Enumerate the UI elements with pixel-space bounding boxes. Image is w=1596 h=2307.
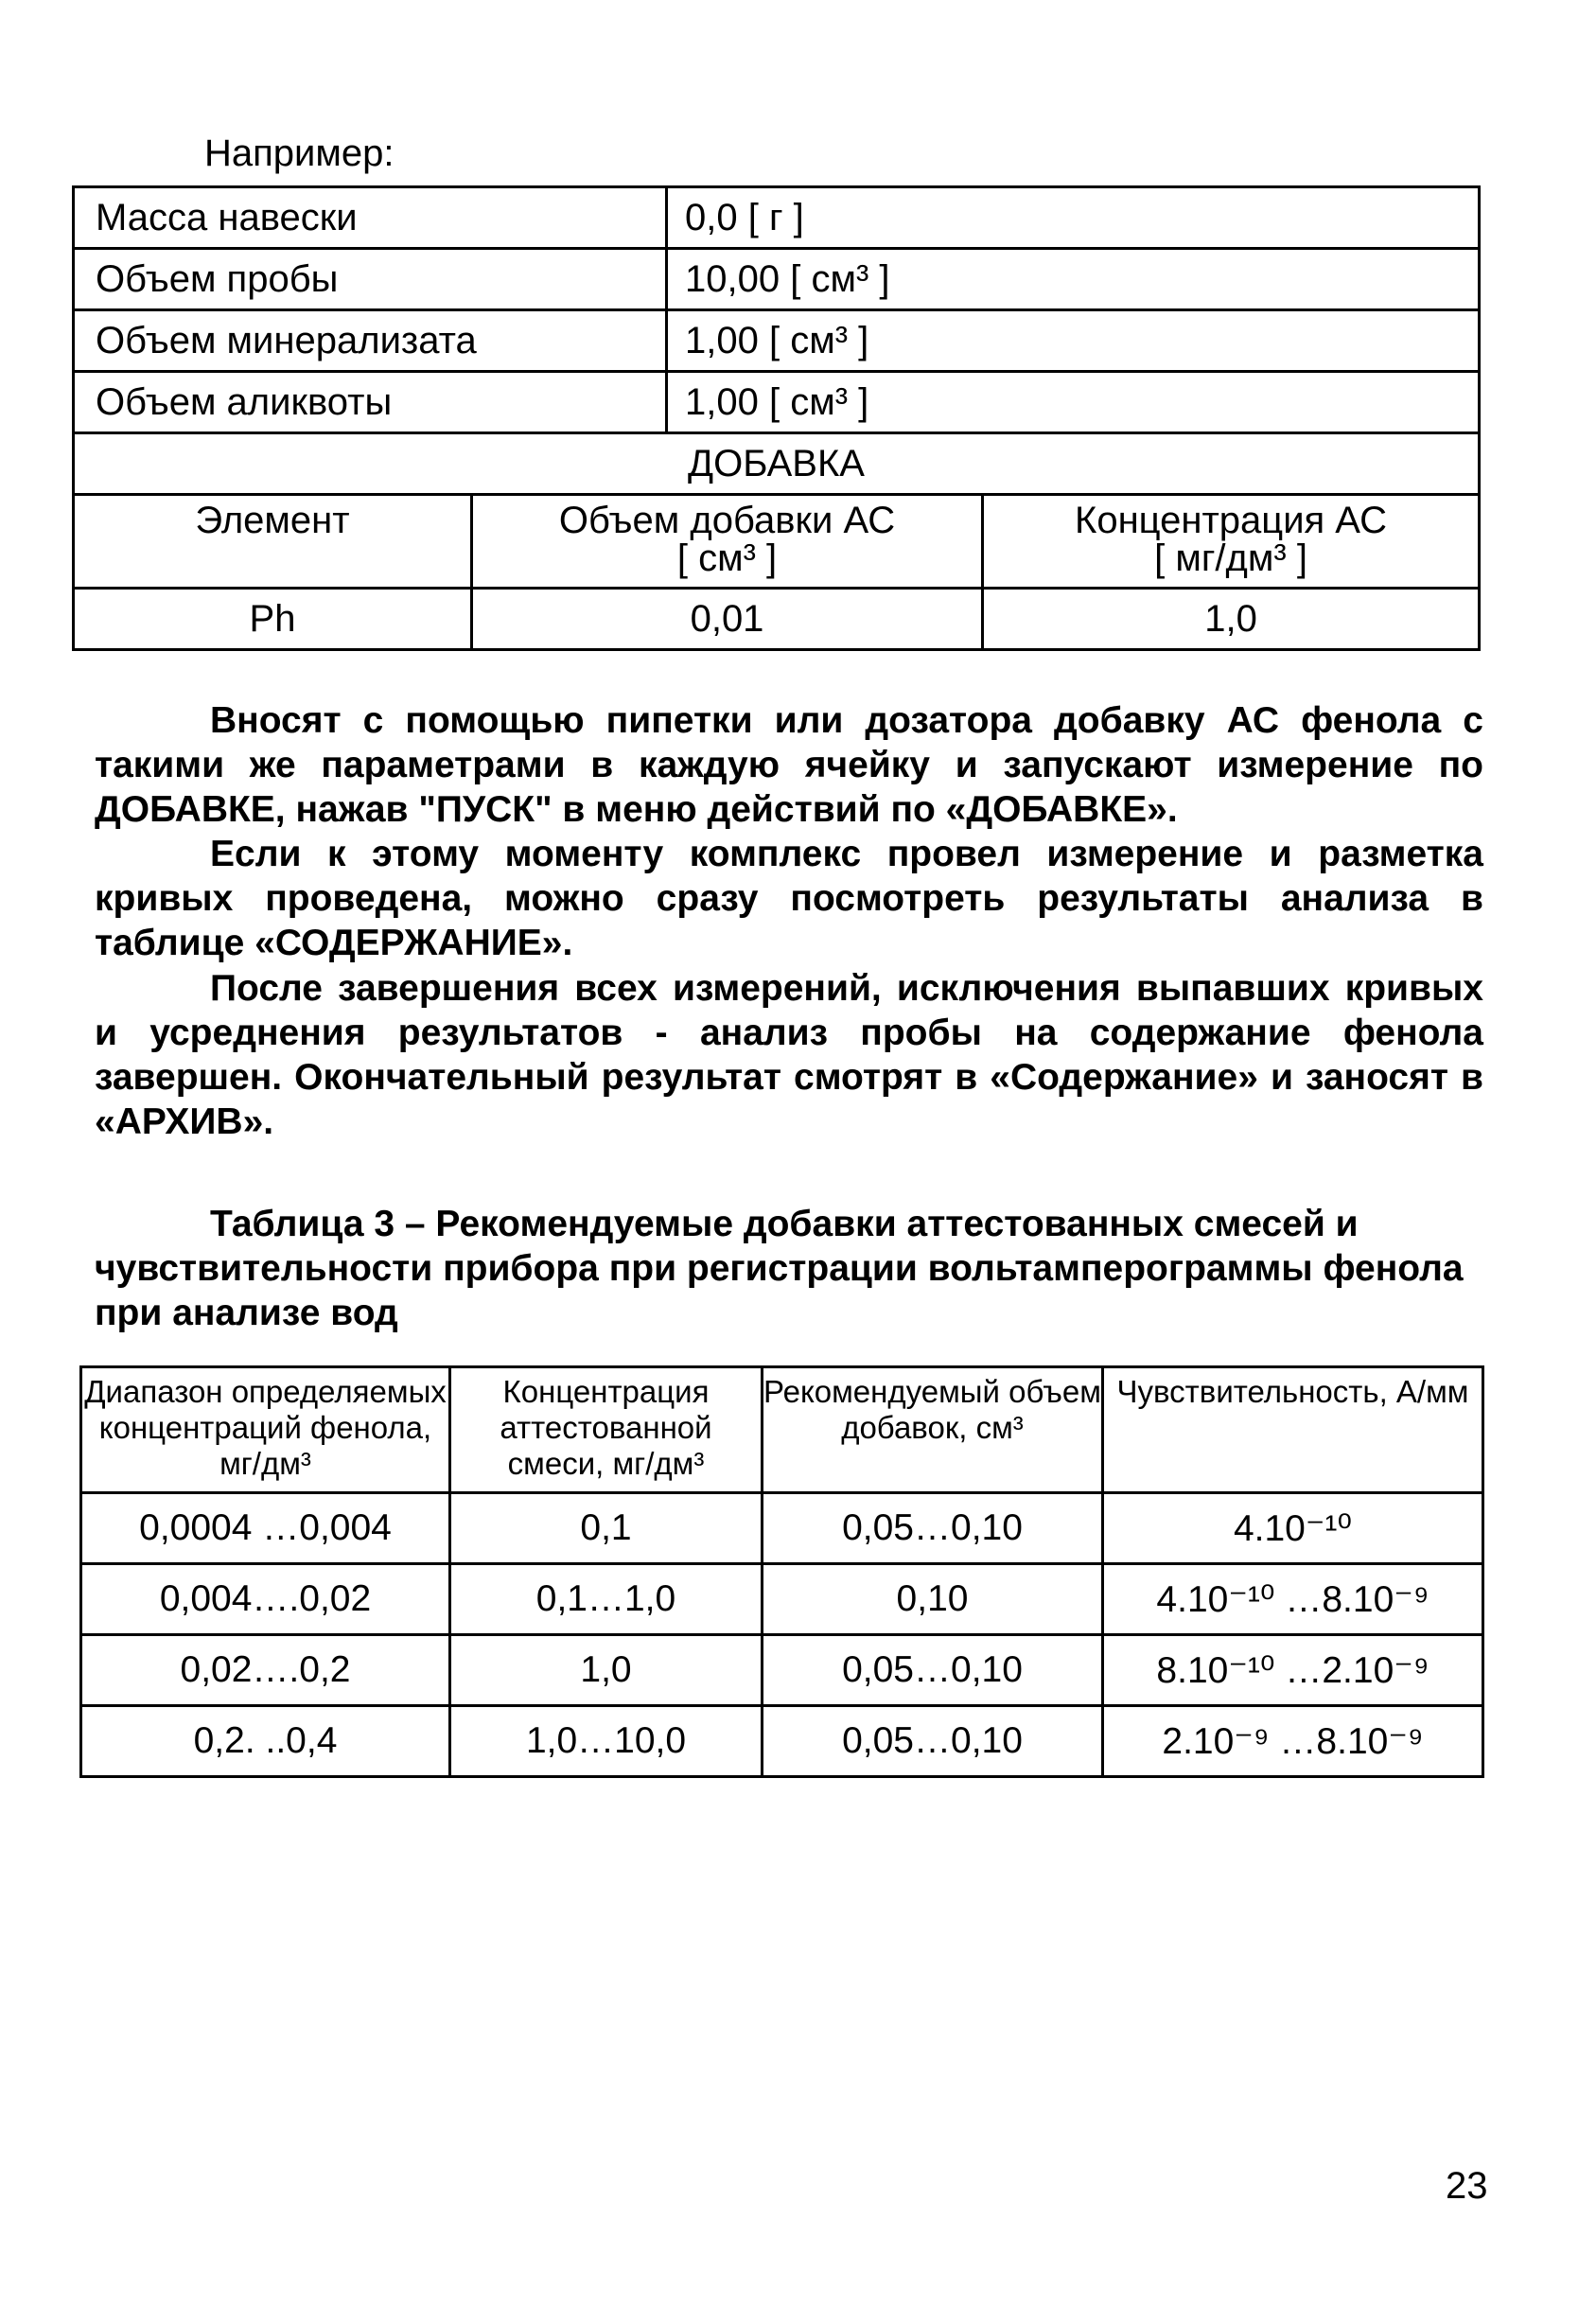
column-header-volume: Объем добавки АС [ см³ ] <box>472 495 983 589</box>
table-row <box>81 1706 1483 1777</box>
recommended-additions-table <box>79 1365 1484 1778</box>
table-row <box>81 1493 1483 1564</box>
table-cell: 0,0004 …0,004 <box>81 1493 450 1564</box>
table-caption: Таблица 3 – Рекомендуемые добавки аттестованных смесей и чувствительности прибора при регистрации вольтамперограммы фенола при анализе вод <box>95 1204 1464 1333</box>
column-header: Чувствительность, А/мм <box>1103 1367 1483 1493</box>
param-label: Объем минерализата <box>74 310 667 372</box>
param-label: Масса навески <box>74 187 667 249</box>
sample-parameters-table <box>72 185 1481 651</box>
section-row <box>74 433 1480 495</box>
example-label: Например: <box>204 132 395 174</box>
section-title: ДОБАВКА <box>74 433 1480 495</box>
table-cell: 0,05…0,10 <box>763 1635 1103 1706</box>
table-cell: 0,05…0,10 <box>763 1706 1103 1777</box>
paragraph: После завершения всех измерений, исключения выпавших кривых и усреднения результатов - анализ пробы на содержание фенола завершен. Окончательный результат смотрят в «Содержание» и заносят в «АРХИВ». <box>95 968 1483 1142</box>
table-cell: 0,2. ..0,4 <box>81 1706 450 1777</box>
table-cell: 0,1…1,0 <box>450 1564 763 1635</box>
column-header-concentration: Концентрация АС [ мг/дм³ ] <box>983 495 1480 589</box>
paragraph: Вносят с помощью пипетки или дозатора добавку АС фенола с такими же параметрами в каждую ячейку и запускают измерение по ДОБАВКЕ, нажав "ПУСК" в меню действий по «ДОБАВКЕ». <box>95 700 1483 830</box>
table-cell: 4.10⁻¹⁰ <box>1103 1493 1483 1564</box>
table-cell: 0,004….0,02 <box>81 1564 450 1635</box>
table-row <box>81 1564 1483 1635</box>
param-value: 1,00 [ см³ ] <box>667 372 1480 433</box>
table-row <box>74 187 1480 249</box>
column-header: Диапазон определяемых концентраций фенола, мг/дм³ <box>81 1367 450 1493</box>
column-header: Рекомендуемый объем добавок, см³ <box>763 1367 1103 1493</box>
param-value: 10,00 [ см³ ] <box>667 249 1480 310</box>
table-row <box>74 589 1480 650</box>
param-value: 0,0 [ г ] <box>667 187 1480 249</box>
table-cell: 1,0 <box>983 589 1480 650</box>
table-cell: 4.10⁻¹⁰ …8.10⁻⁹ <box>1103 1564 1483 1635</box>
table-cell: 0,01 <box>472 589 983 650</box>
paragraph: Если к этому моменту комплекс провел измерение и разметка кривых проведена, можно сразу посмотреть результаты анализа в таблице «СОДЕРЖАНИЕ». <box>95 834 1483 963</box>
table-row <box>81 1635 1483 1706</box>
table-cell: 2.10⁻⁹ …8.10⁻⁹ <box>1103 1706 1483 1777</box>
table-cell: Ph <box>74 589 472 650</box>
table-row <box>74 372 1480 433</box>
param-label: Объем аликвоты <box>74 372 667 433</box>
header-row <box>74 495 1480 589</box>
page-number: 23 <box>1446 2165 1488 2207</box>
table-cell: 1,0 <box>450 1635 763 1706</box>
table-cell: 0,1 <box>450 1493 763 1564</box>
table-cell: 1,0…10,0 <box>450 1706 763 1777</box>
table-row <box>74 310 1480 372</box>
param-label: Объем пробы <box>74 249 667 310</box>
header-row <box>81 1367 1483 1493</box>
table-row <box>74 249 1480 310</box>
param-value: 1,00 [ см³ ] <box>667 310 1480 372</box>
table-cell: 0,02….0,2 <box>81 1635 450 1706</box>
table-cell: 8.10⁻¹⁰ …2.10⁻⁹ <box>1103 1635 1483 1706</box>
column-header: Концентрация аттестованной смеси, мг/дм³ <box>450 1367 763 1493</box>
column-header-element: Элемент <box>74 495 472 589</box>
table-cell: 0,05…0,10 <box>763 1493 1103 1564</box>
table-cell: 0,10 <box>763 1564 1103 1635</box>
